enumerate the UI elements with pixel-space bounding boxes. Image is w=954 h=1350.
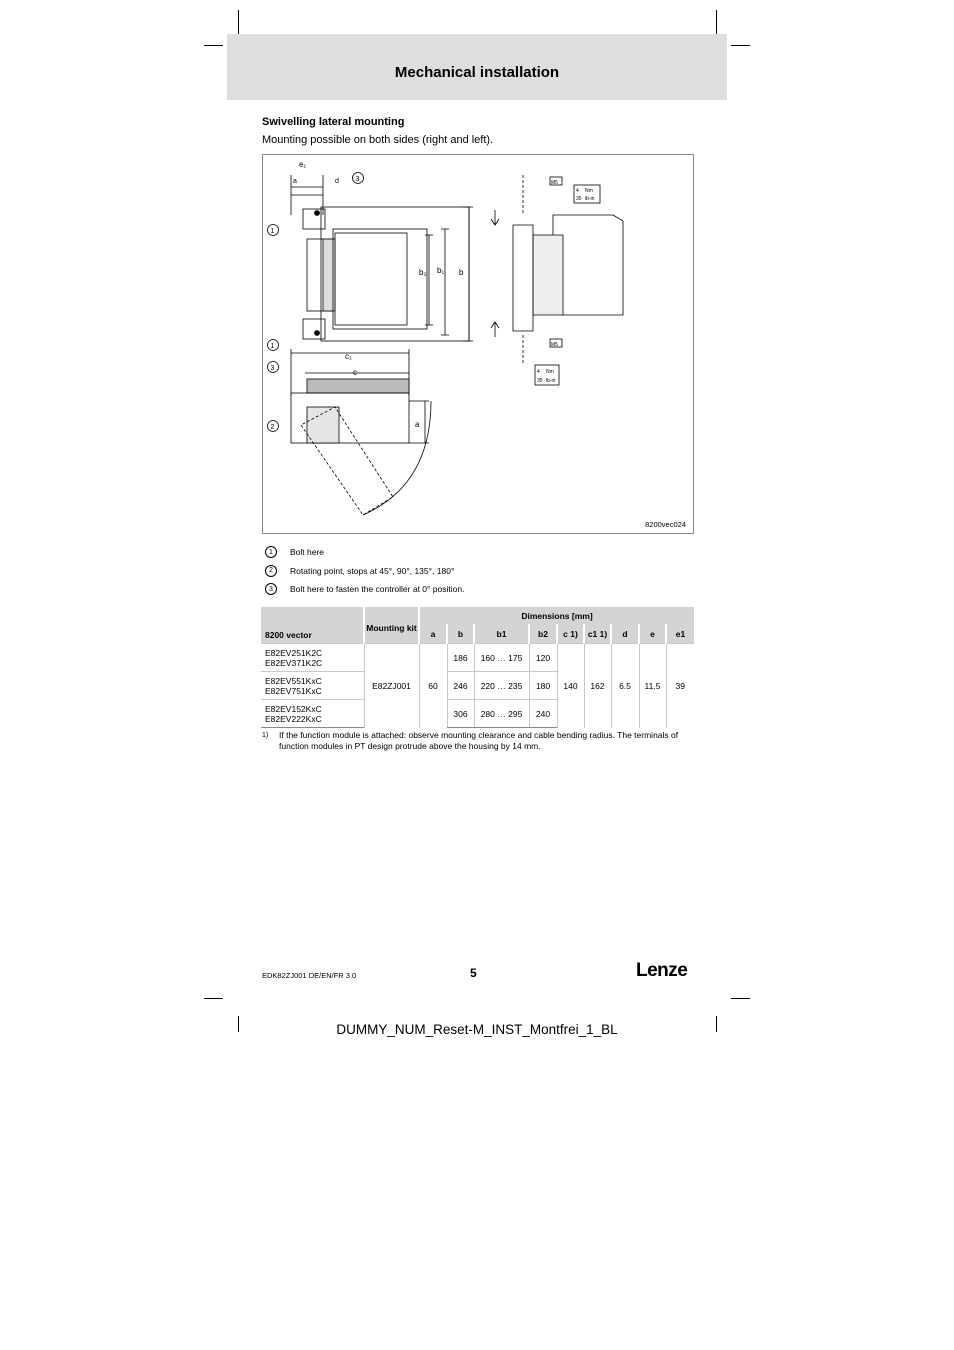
- legend-number: 3: [265, 583, 277, 595]
- e1-cell: 39: [666, 644, 694, 728]
- controller-body: [333, 229, 427, 329]
- e-cell: 11.5: [639, 644, 666, 728]
- kit-cell: E82ZJ001: [364, 644, 419, 728]
- b-cell: 306: [447, 700, 474, 728]
- col-header-b1: b1: [474, 624, 529, 644]
- swivel-arc: [363, 401, 431, 515]
- d-cell: 6.5: [611, 644, 639, 728]
- b-cell: 246: [447, 672, 474, 700]
- iso-module: [533, 235, 563, 315]
- footnote-mark: 1): [262, 732, 269, 739]
- svg-text:3: 3: [270, 365, 275, 372]
- function-module: [307, 379, 409, 393]
- label-c1: c₁: [345, 352, 352, 361]
- rail: [323, 239, 333, 311]
- label-a-top: a: [415, 420, 420, 429]
- b2-cell: 240: [529, 700, 557, 728]
- label-d: d: [335, 178, 339, 185]
- footnote: [262, 730, 692, 752]
- svg-text:lb-in: lb-in: [585, 196, 595, 202]
- c1-cell: 162: [584, 644, 611, 728]
- dimensions-table: [261, 607, 694, 728]
- legend-text: Rotating point, stops at 45°, 90°, 135°, 180°: [290, 565, 455, 576]
- model-cell: E82EV551KxC E82EV751KxC: [261, 672, 364, 700]
- page-number: 5: [470, 966, 477, 980]
- svg-text:lb-in: lb-in: [546, 378, 556, 384]
- b-cell: 186: [447, 644, 474, 672]
- svg-text:Nm: Nm: [546, 369, 554, 375]
- col-header-a: a: [419, 624, 447, 644]
- c-cell: 140: [557, 644, 584, 728]
- col-header-kit: Mounting kit: [364, 607, 419, 644]
- label-c: c: [353, 368, 357, 377]
- crop-mark: [204, 998, 223, 999]
- legend-item: [262, 543, 702, 562]
- page-title: Mechanical installation: [394, 64, 560, 81]
- model-cell: E82EV152KxC E82EV222KxC: [261, 700, 364, 728]
- dim-e1-lines: [291, 187, 323, 195]
- brand-logo: Lenze: [636, 960, 688, 981]
- table-row: [261, 644, 694, 672]
- col-header-c: c 1): [557, 624, 584, 644]
- col-header-b: b: [447, 624, 474, 644]
- legend-item: [262, 580, 702, 599]
- col-header-c1: c1 1): [584, 624, 611, 644]
- svg-text:M5: M5: [551, 180, 558, 186]
- section-title: Swivelling lateral mounting: [262, 116, 405, 128]
- b1-cell: 160 … 175: [474, 644, 529, 672]
- col-header-model: 8200 vector: [261, 607, 364, 644]
- footer-doc-id: EDK82ZJ001 DE/EN/FR 3.0: [262, 971, 357, 980]
- svg-text:3: 3: [355, 176, 360, 183]
- col-header-dimensions: Dimensions [mm]: [419, 607, 694, 624]
- b2-cell: 120: [529, 644, 557, 672]
- iso-controller: [553, 215, 623, 315]
- legend: [262, 543, 702, 599]
- label-b: b: [459, 268, 464, 277]
- model-cell: E82EV251K2C E82EV371K2C: [261, 644, 364, 672]
- label-b1: b₁: [437, 266, 445, 275]
- legend-text: Bolt here: [290, 547, 325, 558]
- col-header-b2: b2: [529, 624, 557, 644]
- upper-bracket: [303, 209, 325, 229]
- a-cell: 60: [419, 644, 447, 728]
- controller-front: [335, 233, 407, 325]
- crop-mark: [204, 45, 223, 46]
- legend-item: [262, 562, 702, 581]
- dim-b1: [441, 229, 449, 335]
- outer-frame: [321, 207, 469, 341]
- svg-text:4: 4: [576, 188, 579, 194]
- figure-code: 8200vec024: [645, 520, 686, 529]
- crop-mark: [238, 10, 239, 34]
- footnote-text: If the function module is attached: observe mounting clearance and cable bending radius. The terminals of function modules in PT design protrude above the housing by 14 mm.: [279, 730, 679, 751]
- bolt-lower: [315, 331, 320, 336]
- svg-text:1: 1: [270, 343, 275, 350]
- arrow-up: [491, 322, 499, 337]
- b2-cell: 180: [529, 672, 557, 700]
- col-header-d: d: [611, 624, 639, 644]
- label-b2: b₂: [419, 268, 427, 277]
- iso-bracket: [513, 225, 533, 331]
- dummy-label: DUMMY_NUM_Reset-M_INST_Montfrei_1_BL: [336, 1022, 618, 1037]
- col-header-e1: e1: [666, 624, 694, 644]
- svg-text:35: 35: [537, 378, 543, 384]
- crop-mark: [731, 998, 750, 999]
- legend-number: 2: [265, 565, 277, 577]
- svg-text:2: 2: [270, 424, 275, 431]
- bolt-upper: [315, 211, 320, 216]
- svg-text:M5: M5: [551, 342, 558, 348]
- b1-cell: 280 … 295: [474, 700, 529, 728]
- label-e1: e₁: [299, 160, 307, 169]
- mounting-figure: [262, 154, 694, 534]
- dim-b: [463, 207, 473, 341]
- b1-cell: 220 … 235: [474, 672, 529, 700]
- dim-b2: [425, 235, 433, 325]
- svg-text:1: 1: [270, 228, 275, 235]
- col-header-e: e: [639, 624, 666, 644]
- arrow-down: [491, 210, 499, 225]
- legend-text: Bolt here to fasten the controller at 0° position.: [290, 584, 465, 595]
- mounting-drawing: [263, 155, 695, 535]
- label-a: a: [293, 178, 297, 185]
- crop-mark: [716, 10, 717, 34]
- intro-text: Mounting possible on both sides (right and left).: [262, 134, 494, 146]
- svg-text:4: 4: [537, 369, 540, 375]
- legend-number: 1: [265, 546, 277, 558]
- crop-mark: [731, 45, 750, 46]
- lower-bracket: [303, 319, 325, 339]
- heatsink: [307, 407, 339, 443]
- svg-text:35: 35: [576, 196, 582, 202]
- svg-text:Nm: Nm: [585, 188, 593, 194]
